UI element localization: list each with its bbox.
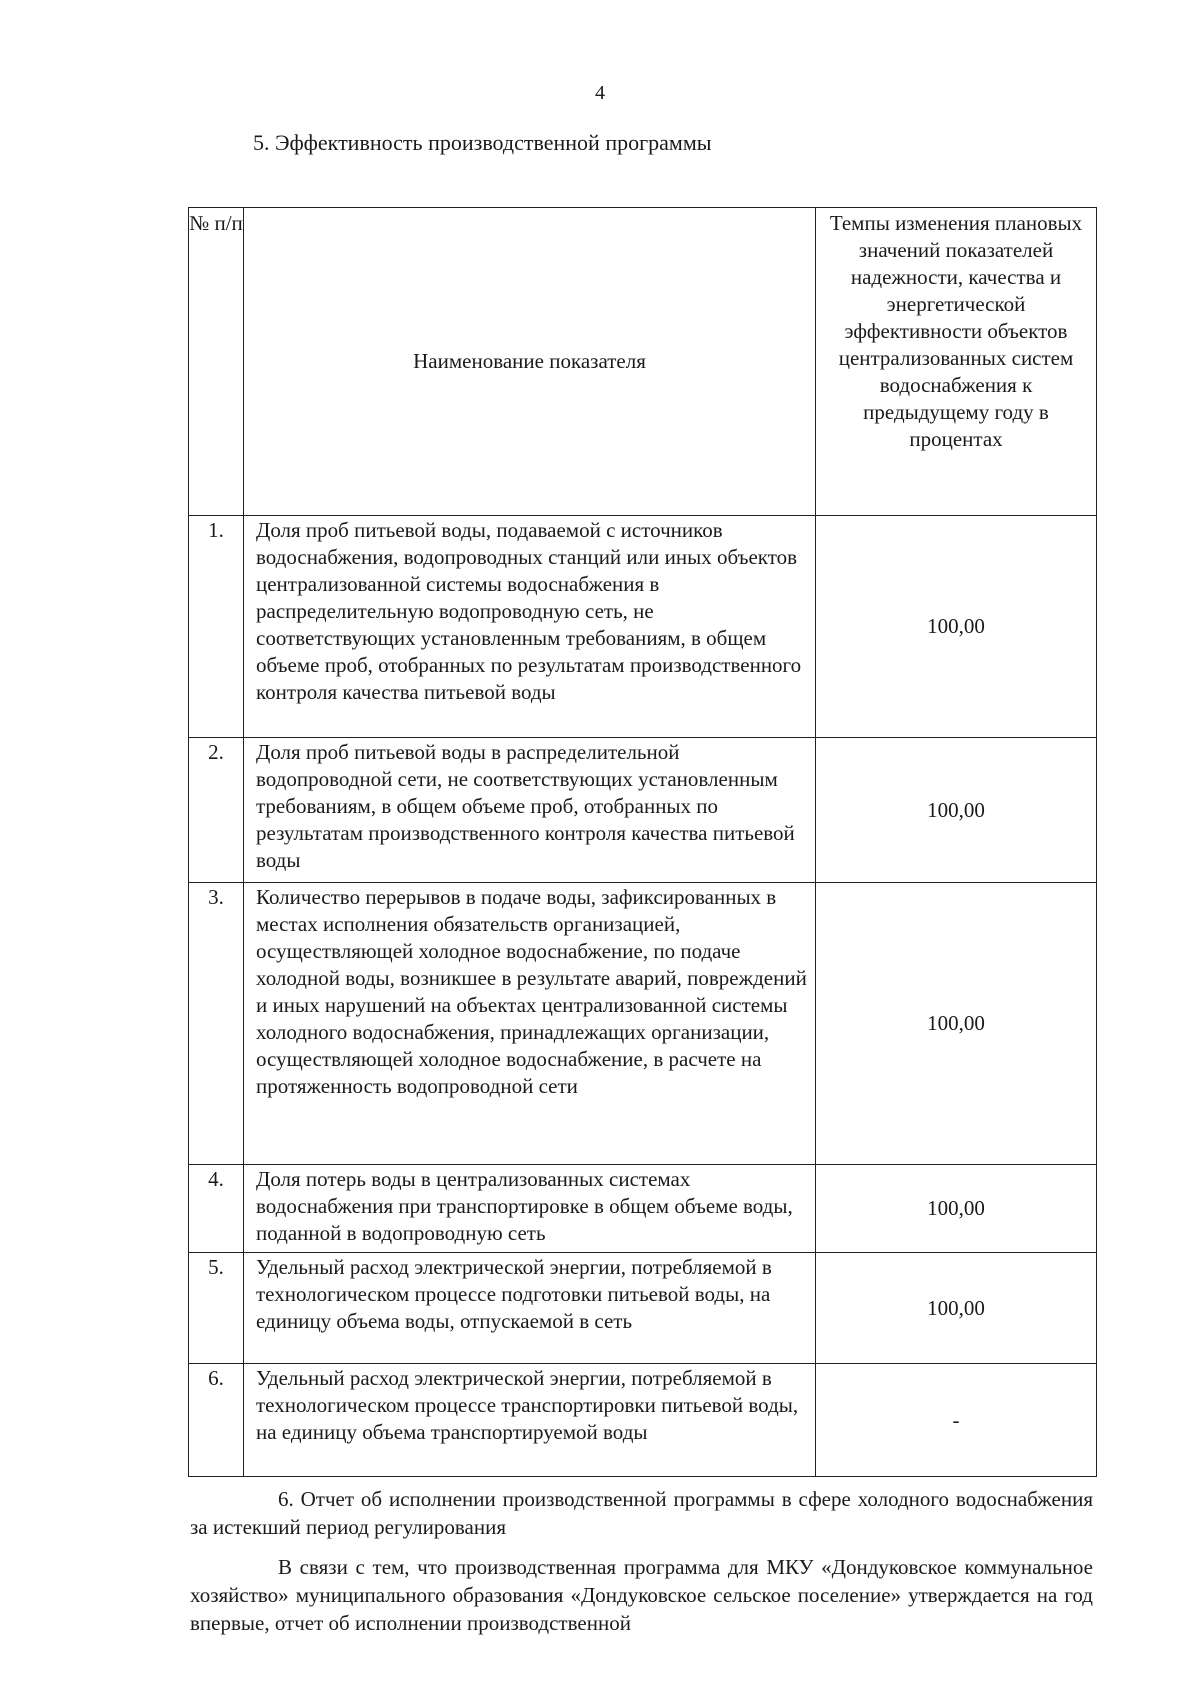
- row-num: 5.: [189, 1253, 244, 1364]
- table-header-row: [189, 208, 1097, 516]
- table-row: [189, 516, 1097, 738]
- row-name: Доля потерь воды в централизованных системах водоснабжения при транспортировке в общем объеме воды, поданной в водопроводную сеть: [244, 1165, 816, 1253]
- header-value: Темпы изменения плановых значений показателей надежности, качества и энергетической эффективности объектов централизованных систем водоснабжения к предыдущему году в процентах: [816, 208, 1097, 516]
- header-name: Наименование показателя: [244, 208, 816, 516]
- table-row: [189, 1364, 1097, 1477]
- row-name: Удельный расход электрической энергии, потребляемой в технологическом процессе подготовки питьевой воды, на единицу объема воды, отпускаемой в сеть: [244, 1253, 816, 1364]
- header-num: № п/п: [189, 208, 244, 516]
- row-value: 100,00: [816, 883, 1097, 1165]
- row-num: 3.: [189, 883, 244, 1165]
- row-num: 2.: [189, 738, 244, 883]
- row-name: Удельный расход электрической энергии, потребляемой в технологическом процессе транспортировки питьевой воды, на единицу объема транспортируемой воды: [244, 1364, 816, 1477]
- table-row: [189, 883, 1097, 1165]
- row-name: Доля проб питьевой воды в распределительной водопроводной сети, не соответствующих установленным требованиям, в общем объеме проб, отобранных по результатам производственного контроля качества питьевой воды: [244, 738, 816, 883]
- row-value: 100,00: [816, 516, 1097, 738]
- efficiency-table: [188, 207, 1097, 1477]
- row-value: 100,00: [816, 1165, 1097, 1253]
- table-row: [189, 1253, 1097, 1364]
- row-num: 4.: [189, 1165, 244, 1253]
- row-num: 6.: [189, 1364, 244, 1477]
- row-value: -: [816, 1364, 1097, 1477]
- row-name: Доля проб питьевой воды, подаваемой с источников водоснабжения, водопроводных станций или иных объектов централизованной системы водоснабжения в распределительную водопроводную сеть, не соответствующих установленным требованиям, в общем объеме проб, отобранных по результатам производственного контроля качества питьевой воды: [244, 516, 816, 738]
- page-number: 4: [595, 82, 605, 104]
- row-value: 100,00: [816, 738, 1097, 883]
- report-heading-paragraph: 6. Отчет об исполнении производственной программы в сфере холодного водоснабжения за истекший период регулирования: [190, 1487, 1093, 1539]
- row-num: 1.: [189, 516, 244, 738]
- row-name: Количество перерывов в подаче воды, зафиксированных в местах исполнения обязательств организацией, осуществляющей холодное водоснабжение, по подаче холодной воды, возникшее в результате аварий, повреждений и иных нарушений на объектах централизованной системы холодного водоснабжения, принадлежащих организации, осуществляющей холодное водоснабжение, в расчете на протяженность водопроводной сети: [244, 883, 816, 1165]
- body-paragraph: В связи с тем, что производственная программа для МКУ «Дондуковское коммунальное хозяйство» муниципального образования «Дондуковское сельское поселение» утверждается на год впервые, отчет об исполнении производственной: [190, 1555, 1093, 1635]
- table-row: [189, 1165, 1097, 1253]
- row-value: 100,00: [816, 1253, 1097, 1364]
- section-title: 5. Эффективность производственной программы: [253, 130, 712, 155]
- table-row: [189, 738, 1097, 883]
